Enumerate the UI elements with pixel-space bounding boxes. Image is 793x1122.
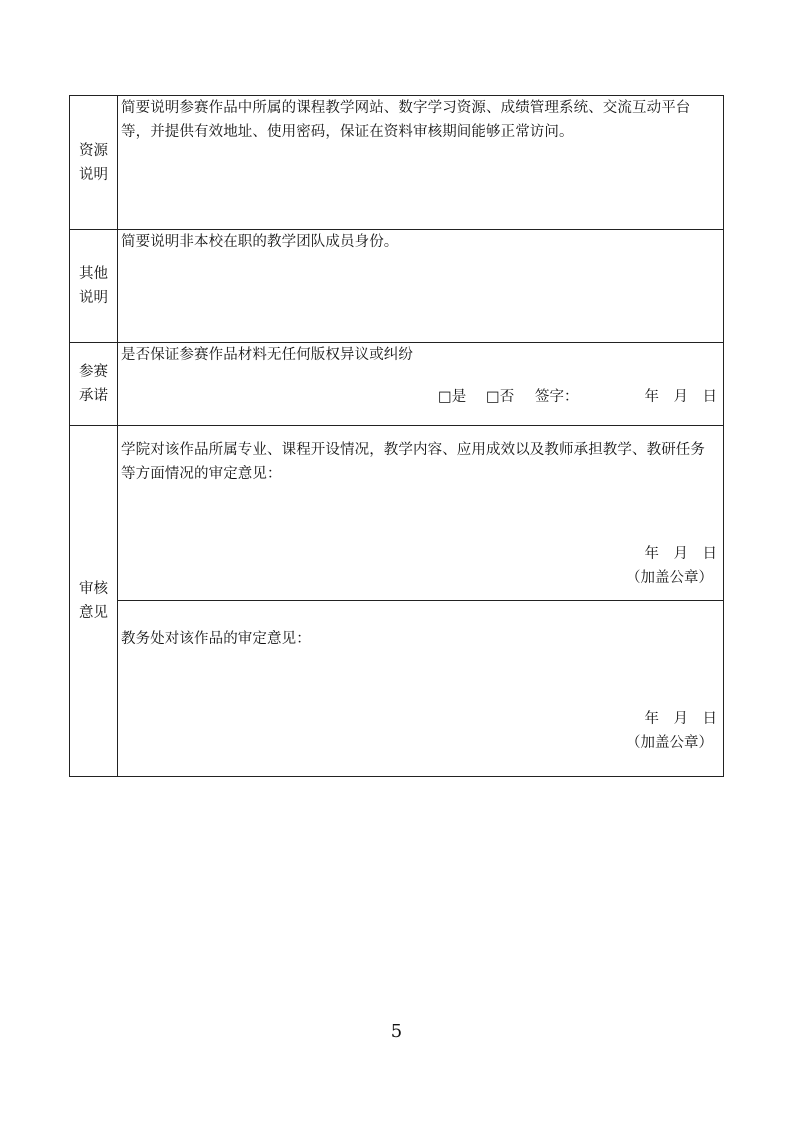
college-review-row — [70, 426, 724, 601]
pledge-no-checkbox[interactable]: □否 — [486, 389, 515, 405]
other-label-cell — [70, 230, 118, 343]
office-review-cell[interactable] — [118, 601, 724, 777]
other-content-cell[interactable] — [118, 230, 724, 343]
office-review-date: 年 月 日 — [644, 711, 717, 727]
pledge-label-line2: 承诺 — [79, 388, 108, 404]
resource-label-line2: 说明 — [79, 166, 108, 183]
review-label-line2: 意见 — [79, 605, 108, 621]
office-review-date-block — [626, 707, 717, 755]
office-review-seal: （加盖公章） — [626, 735, 713, 751]
pledge-question: 是否保证参赛作品材料无任何版权异议或纠纷 — [121, 347, 413, 363]
college-review-date: 年 月 日 — [644, 546, 717, 562]
resource-label-line1: 资源 — [79, 142, 108, 159]
page-number: 5 — [390, 1021, 403, 1042]
other-description: 简要说明非本校在职的教学团队成员身份。 — [121, 234, 399, 250]
pledge-date: 年 月 日 — [644, 389, 717, 405]
office-review-prompt: 教务处对该作品的审定意见： — [121, 631, 311, 647]
pledge-content-cell — [118, 343, 724, 426]
application-form-table — [69, 95, 724, 777]
review-label-line1: 审核 — [79, 581, 108, 597]
resource-content-cell[interactable] — [118, 96, 724, 230]
pledge-row — [70, 343, 724, 426]
college-review-prompt: 学院对该作品所属专业、课程开设情况，教学内容、应用成效以及教师承担教学、教研任务等方面情况的审定意见： — [121, 442, 705, 482]
pledge-yes-checkbox[interactable]: □是 — [438, 389, 467, 405]
review-label-cell — [70, 426, 118, 777]
pledge-signature-label: 签字： — [535, 389, 579, 405]
college-review-seal: （加盖公章） — [626, 570, 713, 586]
resource-description: 简要说明参赛作品中所属的课程教学网站、数字学习资源、成绩管理系统、交流互动平台等，并提供有效地址、使用密码，保证在资料审核期间能够正常访问。 — [121, 100, 691, 140]
pledge-label-cell — [70, 343, 118, 426]
other-label-line2: 说明 — [79, 290, 108, 306]
office-review-row — [70, 601, 724, 777]
other-row — [70, 230, 724, 343]
resource-label-cell — [70, 96, 118, 230]
pledge-label-line1: 参赛 — [79, 364, 108, 380]
other-label-line1: 其他 — [79, 266, 108, 282]
college-review-date-block — [626, 542, 717, 590]
college-review-cell[interactable] — [118, 426, 724, 601]
pledge-answer-line — [118, 385, 723, 409]
resource-row — [70, 96, 724, 230]
